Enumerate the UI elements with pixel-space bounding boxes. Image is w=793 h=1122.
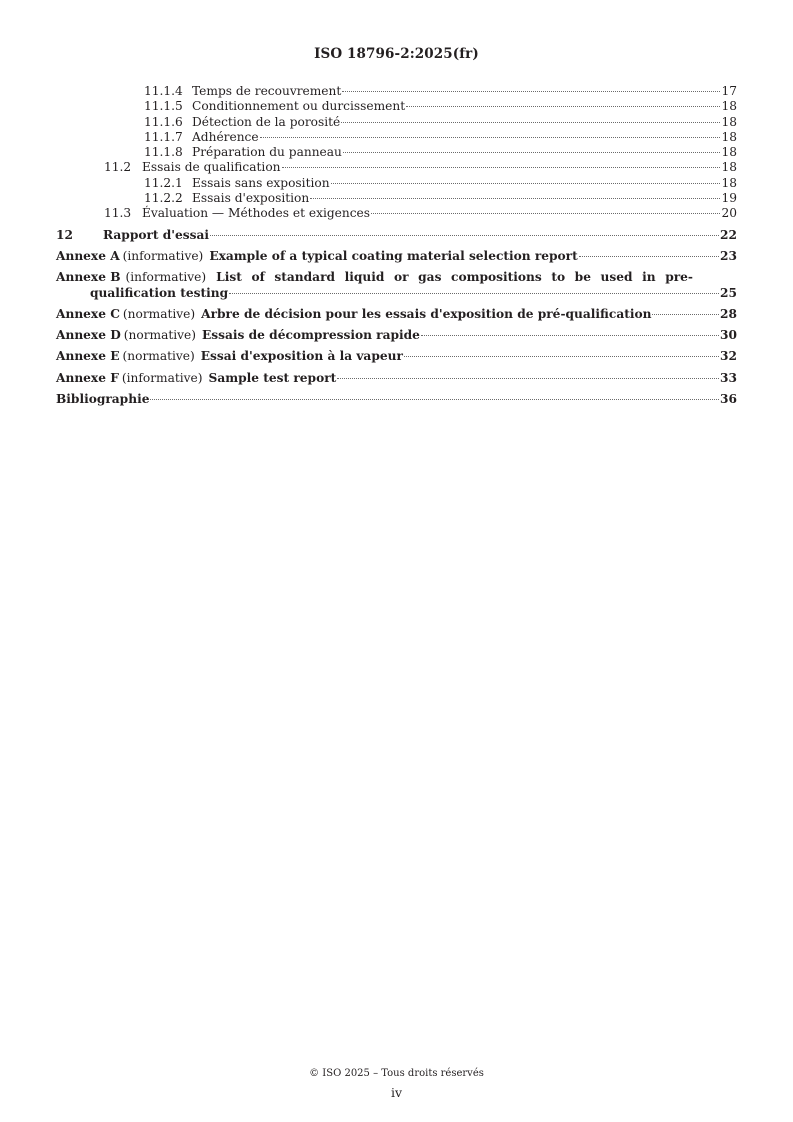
toc-entry-page: 19 [721,191,737,206]
dot-leader [331,183,721,184]
dot-leader [260,137,721,138]
annex-type: (informative) [121,370,203,385]
toc-entry-page: 25 [720,285,737,300]
dot-leader [341,122,720,123]
dot-leader [150,399,719,400]
dot-leader [210,235,719,236]
toc-entry-annexe-e[interactable] [56,349,737,364]
toc-entry-number: 11.1.8 [144,145,183,160]
toc-entry-number: 11.1.7 [144,129,183,144]
dot-leader [229,293,719,294]
toc-entry-number: 11.1.5 [144,99,183,114]
toc-entry-title: List of standard liquid or gas compositions to be used in pre- [216,270,693,285]
toc-entry-title: Essai d'exposition à la vapeur [200,349,403,364]
toc-entry-page: 18 [721,145,737,160]
toc-entry-number: 11.1.4 [144,84,183,98]
toc-entry-page: 18 [721,175,737,190]
toc-entry-page: 18 [721,114,737,129]
toc-entry-annexe-b[interactable] [56,270,737,301]
dot-leader [421,335,719,336]
toc-entry-11-3[interactable] [56,206,737,221]
toc-entry-annexe-d[interactable] [56,328,737,343]
toc-entry-title: Conditionnement ou durcissement [192,99,406,114]
toc-entry-title: Essais sans exposition [192,175,330,190]
page-number: iv [390,1085,403,1100]
annex-label: Annexe D [56,328,121,343]
annex-type: (normative) [123,328,197,343]
toc-entry-title: Rapport d'essai [103,227,210,242]
toc-entry-title: Préparation du panneau [192,145,342,160]
toc-entry-11-2-1[interactable] [56,176,737,191]
toc-entry-title: Bibliographie [56,392,150,407]
annex-type: (normative) [122,306,196,321]
toc-entry-page: 32 [720,349,737,364]
toc-entry-title-continued: qualification testing [90,285,229,300]
toc-entry-11-1-6[interactable] [56,115,737,130]
toc-entry-line [56,270,737,285]
annex-label: Annexe F [56,370,119,385]
dot-leader [342,91,720,92]
dot-leader [337,378,719,379]
toc-entry-title: Détection de la porosité [192,114,341,129]
toc-entry-number: 11.2.2 [144,191,183,206]
toc-entry-annexe-a[interactable] [56,249,737,264]
toc-entry-number: 11.2.1 [144,175,183,190]
annex-type: (informative) [122,248,204,263]
toc-entry-title: Essais d'exposition [192,191,310,206]
annex-label: Annexe C [56,306,120,321]
document-header: ISO 18796-2:2025(fr) [314,46,479,62]
toc-entry-annexe-f[interactable] [56,371,737,386]
annex-label: Annexe E [56,349,120,364]
toc-entry-number: 12 [56,227,73,242]
toc-entry-11-2-2[interactable] [56,191,737,206]
toc-entry-page: 18 [721,160,737,175]
table-of-contents [56,84,737,407]
dot-leader [310,198,720,199]
toc-entry-title: Essais de qualification [142,160,281,175]
toc-entry-title: Évaluation — Méthodes et exigences [142,206,371,221]
annex-label: Annexe B [56,270,121,285]
toc-entry-title: Sample test report [208,370,337,385]
dot-leader [406,106,720,107]
dot-leader [343,152,721,153]
toc-entry-page: 22 [720,227,737,242]
dot-leader [579,256,719,257]
toc-entry-title: Example of a typical coating material selection report [209,248,578,263]
annex-type: (normative) [122,349,195,364]
toc-entry-number: 11.1.6 [144,114,183,129]
toc-entry-title: Arbre de décision pour les essais d'exposition de pré-qualification [201,306,652,321]
toc-entry-page: 33 [720,370,737,385]
dot-leader [371,213,720,214]
dot-leader [404,356,719,357]
toc-entry-bibliography[interactable] [56,392,737,407]
toc-entry-page: 18 [721,129,737,144]
dot-leader [652,314,719,315]
toc-entry-title: Adhérence [192,129,259,144]
toc-entry-line [56,286,737,301]
toc-entry-11-1-5[interactable] [56,99,737,114]
toc-entry-number: 11.2 [104,160,132,175]
toc-entry-title: Essais de décompression rapide [202,328,420,343]
annex-label: Annexe A [56,248,120,263]
toc-entry-page: 23 [720,248,737,263]
toc-entry-page: 17 [721,84,737,98]
toc-entry-11-1-4[interactable] [56,84,737,99]
toc-entry-page: 36 [720,392,737,407]
toc-entry-12[interactable] [56,228,737,243]
dot-leader [282,167,721,168]
toc-entry-11-1-8[interactable] [56,145,737,160]
toc-entry-page: 30 [720,328,737,343]
toc-entry-annexe-c[interactable] [56,307,737,322]
toc-entry-11-1-7[interactable] [56,130,737,145]
toc-entry-page: 28 [720,306,737,321]
copyright-notice: © ISO 2025 – Tous droits réservés [309,1068,484,1079]
toc-entry-title: Temps de recouvrement [192,84,342,98]
toc-entry-page: 20 [721,206,737,221]
toc-entry-number: 11.3 [104,206,132,221]
toc-entry-page: 18 [721,99,737,114]
toc-entry-11-2[interactable] [56,160,737,175]
annex-type: (informative) [125,270,207,285]
